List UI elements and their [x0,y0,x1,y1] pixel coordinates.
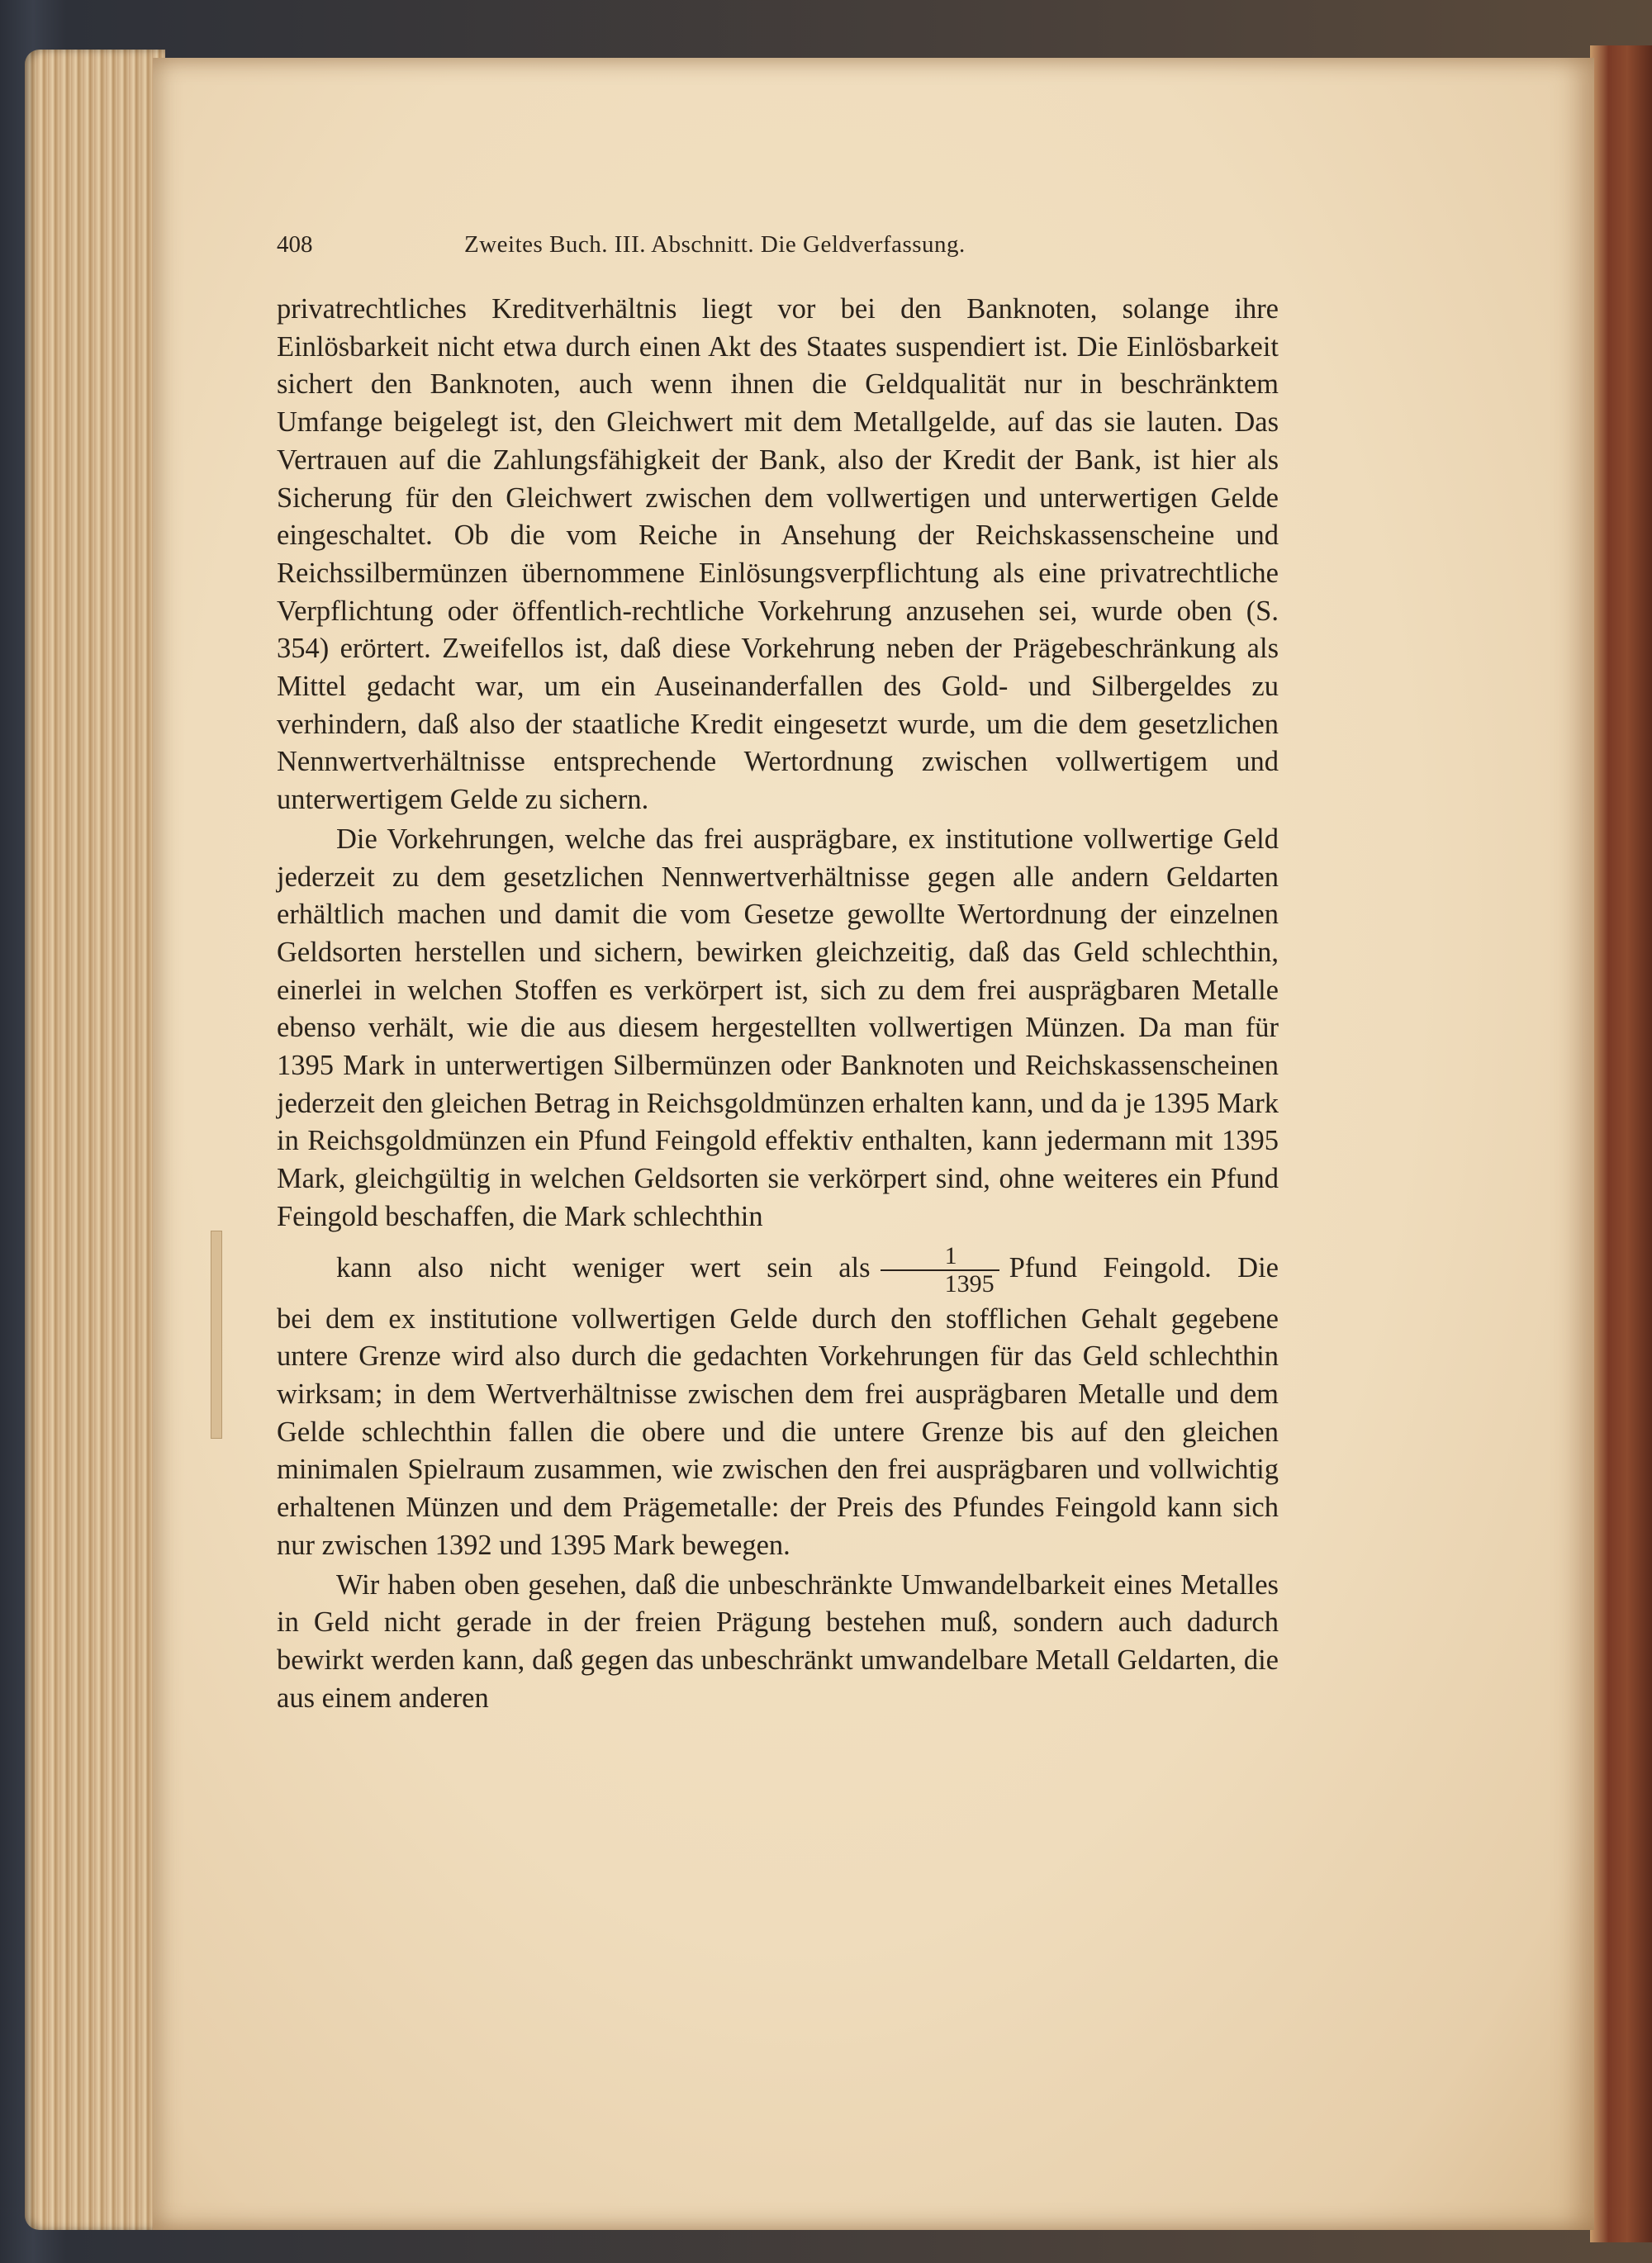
paragraph-2-part-a: Die Vorkehrungen, welche das frei ausprägbare, ex institutione vollwertige Geld jederzeit zu dem gesetzlichen Nennwertverhältnisse gegen alle andern Geldarten erhältlich machen und damit die vom Gesetze gewollte Wertordnung der einzelnen Geldsorten herstellen und sichern, bewirken gleichzeitig, daß das Geld schlechthin, einerlei in welchen Stoffen es verkörpert ist, sich zu dem frei ausprägbaren Metalle ebenso verhält, wie die aus diesem hergestellten vollwertigen Münzen. Da man für 1395 Mark in unterwertigen Silbermünzen oder Banknoten und Reichskassenscheinen jederzeit den gleichen Betrag in Reichsgoldmünzen erhalten kann, und da je 1395 Mark in Reichsgoldmünzen ein Pfund Feingold effektiv enthalten, kann jedermann mit 1395 Mark, gleichgültig in welchen Geldsorten sie verkörpert sind, ohne weiteres ein Pfund Feingold beschaffen, die Mark schlechthin [277,823,1279,1232]
book-spine [1590,45,1652,2242]
fraction-line [277,1243,1279,1298]
body-text [277,291,1279,1717]
paragraph-3: Wir haben oben gesehen, daß die unbeschränkte Umwandelbarkeit eines Metalles in Geld nicht gerade in der freien Prägung bestehen muß, sondern auch dadurch bewirkt werden kann, daß gegen das unbeschränkt umwandelbare Metall Geldarten, die aus einem anderen [277,1568,1279,1714]
page-number: 408 [277,231,313,258]
paragraph-2-part-b: bei dem ex institutione vollwertigen Gelde durch den stofflichen Gehalt gegebene untere Grenze wird also durch die gedachten Vorkehrungen für das Geld schlechthin wirksam; in dem Wertverhältnisse zwischen dem frei ausprägbaren Metalle und dem Gelde schlechthin fallen die obere und die untere Grenze bis auf den gleichen minimalen Spielraum zusammen, wie zwischen den frei ausprägbaren und vollwichtig erhaltenen Münzen und dem Prägemetalle: der Preis des Pfundes Feingold kann sich nur zwischen 1392 und 1395 Mark bewegen. [277,1302,1279,1561]
fraction-line-after: Pfund Feingold. Die [1009,1251,1279,1283]
paragraph-2 [277,821,1279,1565]
fraction-line-before: kann also nicht weniger wert sein als [336,1251,871,1283]
paragraph-1: privatrechtliches Kreditverhältnis liegt vor bei den Banknoten, solange ihre Einlösbarkeit nicht etwa durch einen Akt des Staates suspendiert ist. Die Einlösbarkeit sichert den Banknoten, auch wenn ihnen die Geldqualität nur in beschränktem Umfange beigelegt ist, den Gleichwert mit dem Metallgelde, auf das sie lauten. Das Vertrauen auf die Zahlungsfähigkeit der Bank, also der Kredit der Bank, ist hier als Sicherung für den Gleichwert zwischen dem vollwertigen und unterwertigen Gelde eingeschaltet. Ob die vom Reiche in Ansehung der Reichskassenscheine und Reichssilbermünzen übernommene Einlösungsverpflichtung als eine privatrechtliche Verpflichtung oder öffentlich-rechtliche Vorkehrung anzusehen sei, wurde oben (S. 354) erörtert. Zweifellos ist, daß diese Vorkehrung neben der Prägebeschränkung als Mittel gedacht war, um ein Auseinanderfallen des Gold- und Silbergeldes zu verhindern, daß also der staatliche Kredit eingesetzt wurde, um die dem gesetzlichen Nennwertverhältnisse entsprechende Wertordnung zwischen vollwertigem und unterwertigem Gelde zu sichern. [277,293,1279,816]
page-edges [25,50,165,2230]
fraction-denominator: 1395 [944,1269,995,1298]
fraction [881,1243,999,1298]
fraction-numerator: 1 [881,1243,999,1271]
gutter-mark [211,1231,222,1439]
page-header [277,231,1235,264]
running-head: Zweites Buch. III. Abschnitt. Die Geldverfassung. [464,231,966,258]
